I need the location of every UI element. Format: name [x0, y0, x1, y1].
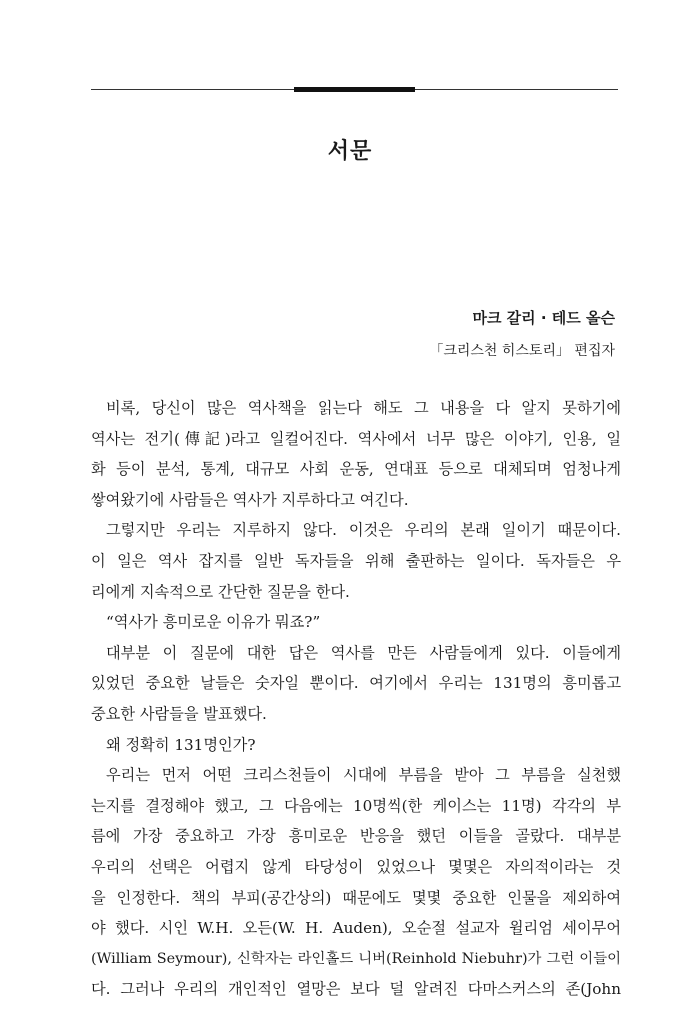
body-line: 리에게 지속적으로 간단한 질문을 한다. — [91, 582, 350, 601]
body-line: 쌓여왔기에 사람들은 역사가 지루하다고 여긴다. — [91, 490, 409, 509]
page-title: 서문 — [327, 139, 373, 164]
body-line: (William Seymour), 신학자는 라인홀드 니버(Reinhold Niebuhr)가 그런 이들이 — [91, 950, 621, 967]
body-line: 우리는 먼저 어떤 크리스천들이 시대에 부름을 받아 그 부름을 실천했 — [106, 766, 621, 785]
body-line: 름에 가장 중요하고 가장 흥미로운 반응을 했던 이들을 골랐다. 대부분 — [91, 827, 621, 846]
body-line: 중요한 사람들을 발표했다. — [91, 704, 267, 723]
body-line: 이 일은 역사 잡지를 일반 독자들을 위해 출판하는 일이다. 독자들은 우 — [91, 551, 621, 570]
body-line: 왜 정확히 131명인가? — [106, 735, 256, 754]
byline-affiliation: 「크리스천 히스토리」 편집자 — [429, 343, 615, 359]
body-text — [91, 393, 621, 1005]
body-line: 화 등이 분석, 통계, 대규모 사회 운동, 연대표 등으로 대체되며 엄청나게 — [91, 460, 621, 479]
body-line: 그렇지만 우리는 지루하지 않다. 이것은 우리의 본래 일이기 때문이다. — [106, 521, 621, 540]
body-line: 야 했다. 시인 W.H. 오든(W. H. Auden), 오순절 설교자 윌리엄 세이무어 — [91, 919, 621, 938]
body-line: 을 인정한다. 책의 부피(공간상의) 때문에도 몇몇 중요한 인물을 제외하여 — [91, 888, 621, 907]
top-rule-accent — [294, 87, 415, 92]
body-line: 다. 그러나 우리의 개인적인 열망은 보다 덜 알려진 다마스커스의 존(John — [91, 980, 621, 999]
body-line: 우리의 선택은 어렵지 않게 타당성이 있었으나 몇몇은 자의적이라는 것 — [91, 857, 621, 876]
body-line: 있었던 중요한 날들은 숫자일 뿐이다. 여기에서 우리는 131명의 흥미롭고 — [91, 674, 621, 693]
byline-authors: 마크 갈리 · 테드 올슨 — [472, 309, 615, 327]
body-line: 는지를 결정해야 했고, 그 다음에는 10명씩(한 케이스는 11명) 각각의 부 — [91, 796, 621, 815]
body-line: “역사가 흥미로운 이유가 뭐죠?” — [106, 613, 321, 632]
body-line: 역사는 전기(傳記)라고 일컬어진다. 역사에서 너무 많은 이야기, 인용, 일 — [91, 429, 621, 448]
body-line: 비록, 당신이 많은 역사책을 읽는다 해도 그 내용을 다 알지 못하기에 — [106, 399, 621, 417]
body-line: 대부분 이 질문에 대한 답은 역사를 만든 사람들에게 있다. 이들에게 — [106, 643, 621, 662]
